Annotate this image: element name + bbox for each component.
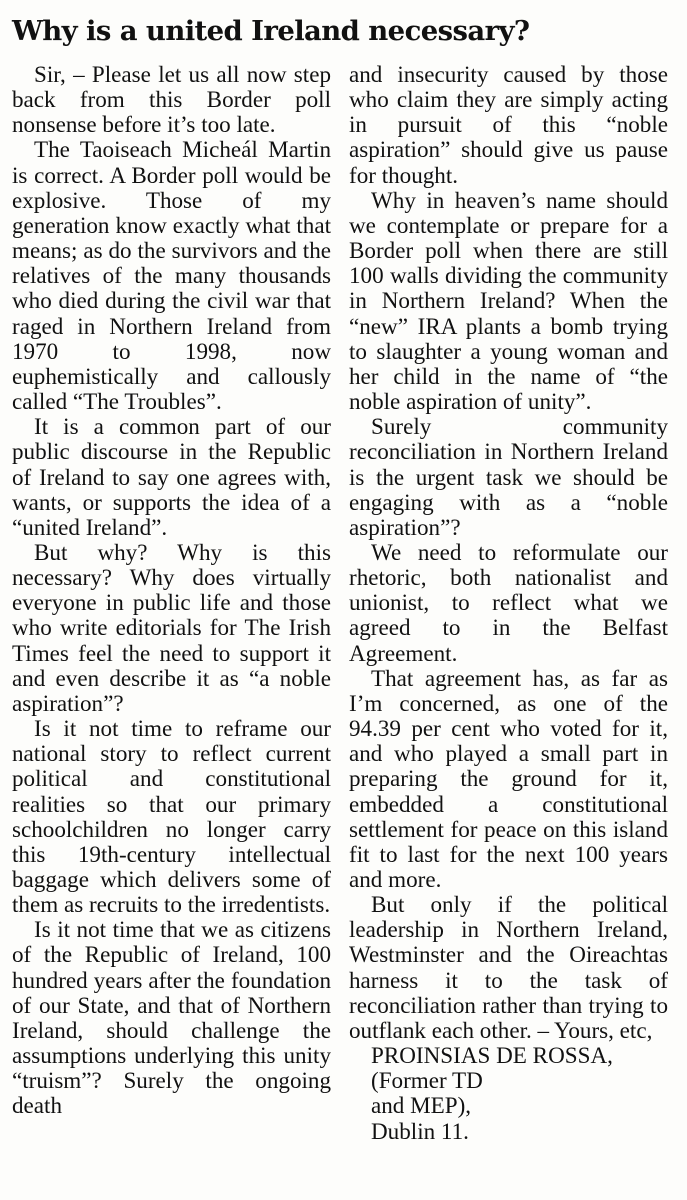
- signature-place: Dublin 11.: [371, 1117, 469, 1144]
- paragraph: That agreement has, as far as I’m concerned, as one of the 94.39 per cent who voted for it, and who played a small part in preparing the ground for it, embedded a constitutional settlement for peace on this island fit to last for the next 100 years and more.: [349, 664, 668, 892]
- signature-role: (Former TD: [371, 1067, 483, 1094]
- paragraph-greeting: Sir, – Please let us all now step back from this Border poll nonsense before it’s too late.: [12, 61, 331, 138]
- column-right: [349, 62, 668, 1144]
- paragraph: The Taoiseach Micheál Martin is correct. A Border poll would be explosive. Those of my generation know exactly what that means; as do the survivors and the relatives of the many thousands who died during the civil war that raged in Northern Ireland from 1970 to 1998, now euphemistically and callously called “The Troubles”.: [12, 136, 331, 415]
- paragraph-continuation: and insecurity caused by those who claim they are simply acting in pursuit of this “noble aspiration” should give us pause for thought.: [349, 61, 668, 188]
- signature-role: and MEP),: [371, 1092, 472, 1119]
- signature-name: PROINSIAS DE ROSSA,: [371, 1042, 613, 1069]
- paragraph: It is a common part of our public discourse in the Republic of Ireland to say one agrees with, wants, or supports the idea of a “united Ireland”.: [12, 413, 331, 540]
- letter-columns: [12, 62, 675, 1144]
- headline: Why is a united Ireland necessary?: [12, 15, 530, 47]
- paragraph: Surely community reconciliation in Northern Ireland is the urgent task we should be engaging with as a “noble aspiration”?: [349, 413, 668, 540]
- signature-block: [349, 1043, 668, 1144]
- paragraph: Is it not time that we as citizens of the Republic of Ireland, 100 hundred years after the foundation of our State, and that of Northern Ireland, should challenge the assumptions underlying this unity “truism”? Surely the ongoing death: [12, 916, 331, 1119]
- paragraph: Is it not time to reframe our national story to reflect current political and constitutional realities so that our primary schoolchildren no longer carry this 19th-century intellectual baggage which delivers some of them as recruits to the irredentists.: [12, 715, 331, 918]
- paragraph: Why in heaven’s name should we contemplate or prepare for a Border poll when there are still 100 walls dividing the community in Northern Ireland? When the “new” IRA plants a bomb trying to slaughter a young woman and her child in the name of “the noble aspiration of unity”.: [349, 186, 668, 415]
- paragraph-closing: But only if the political leadership in Northern Ireland, Westminster and the Oireachtas harness it to the task of reconciliation rather than trying to outflank each other. – Yours, etc,: [349, 891, 668, 1043]
- paragraph: We need to reformulate our rhetoric, both nationalist and unionist, to reflect what we agreed to in the Belfast Agreement.: [349, 538, 668, 666]
- column-left: [12, 62, 331, 1144]
- paragraph: But why? Why is this necessary? Why does virtually everyone in public life and those who write editorials for The Irish Times feel the need to support it and even describe it as “a noble aspiration”?: [12, 538, 331, 716]
